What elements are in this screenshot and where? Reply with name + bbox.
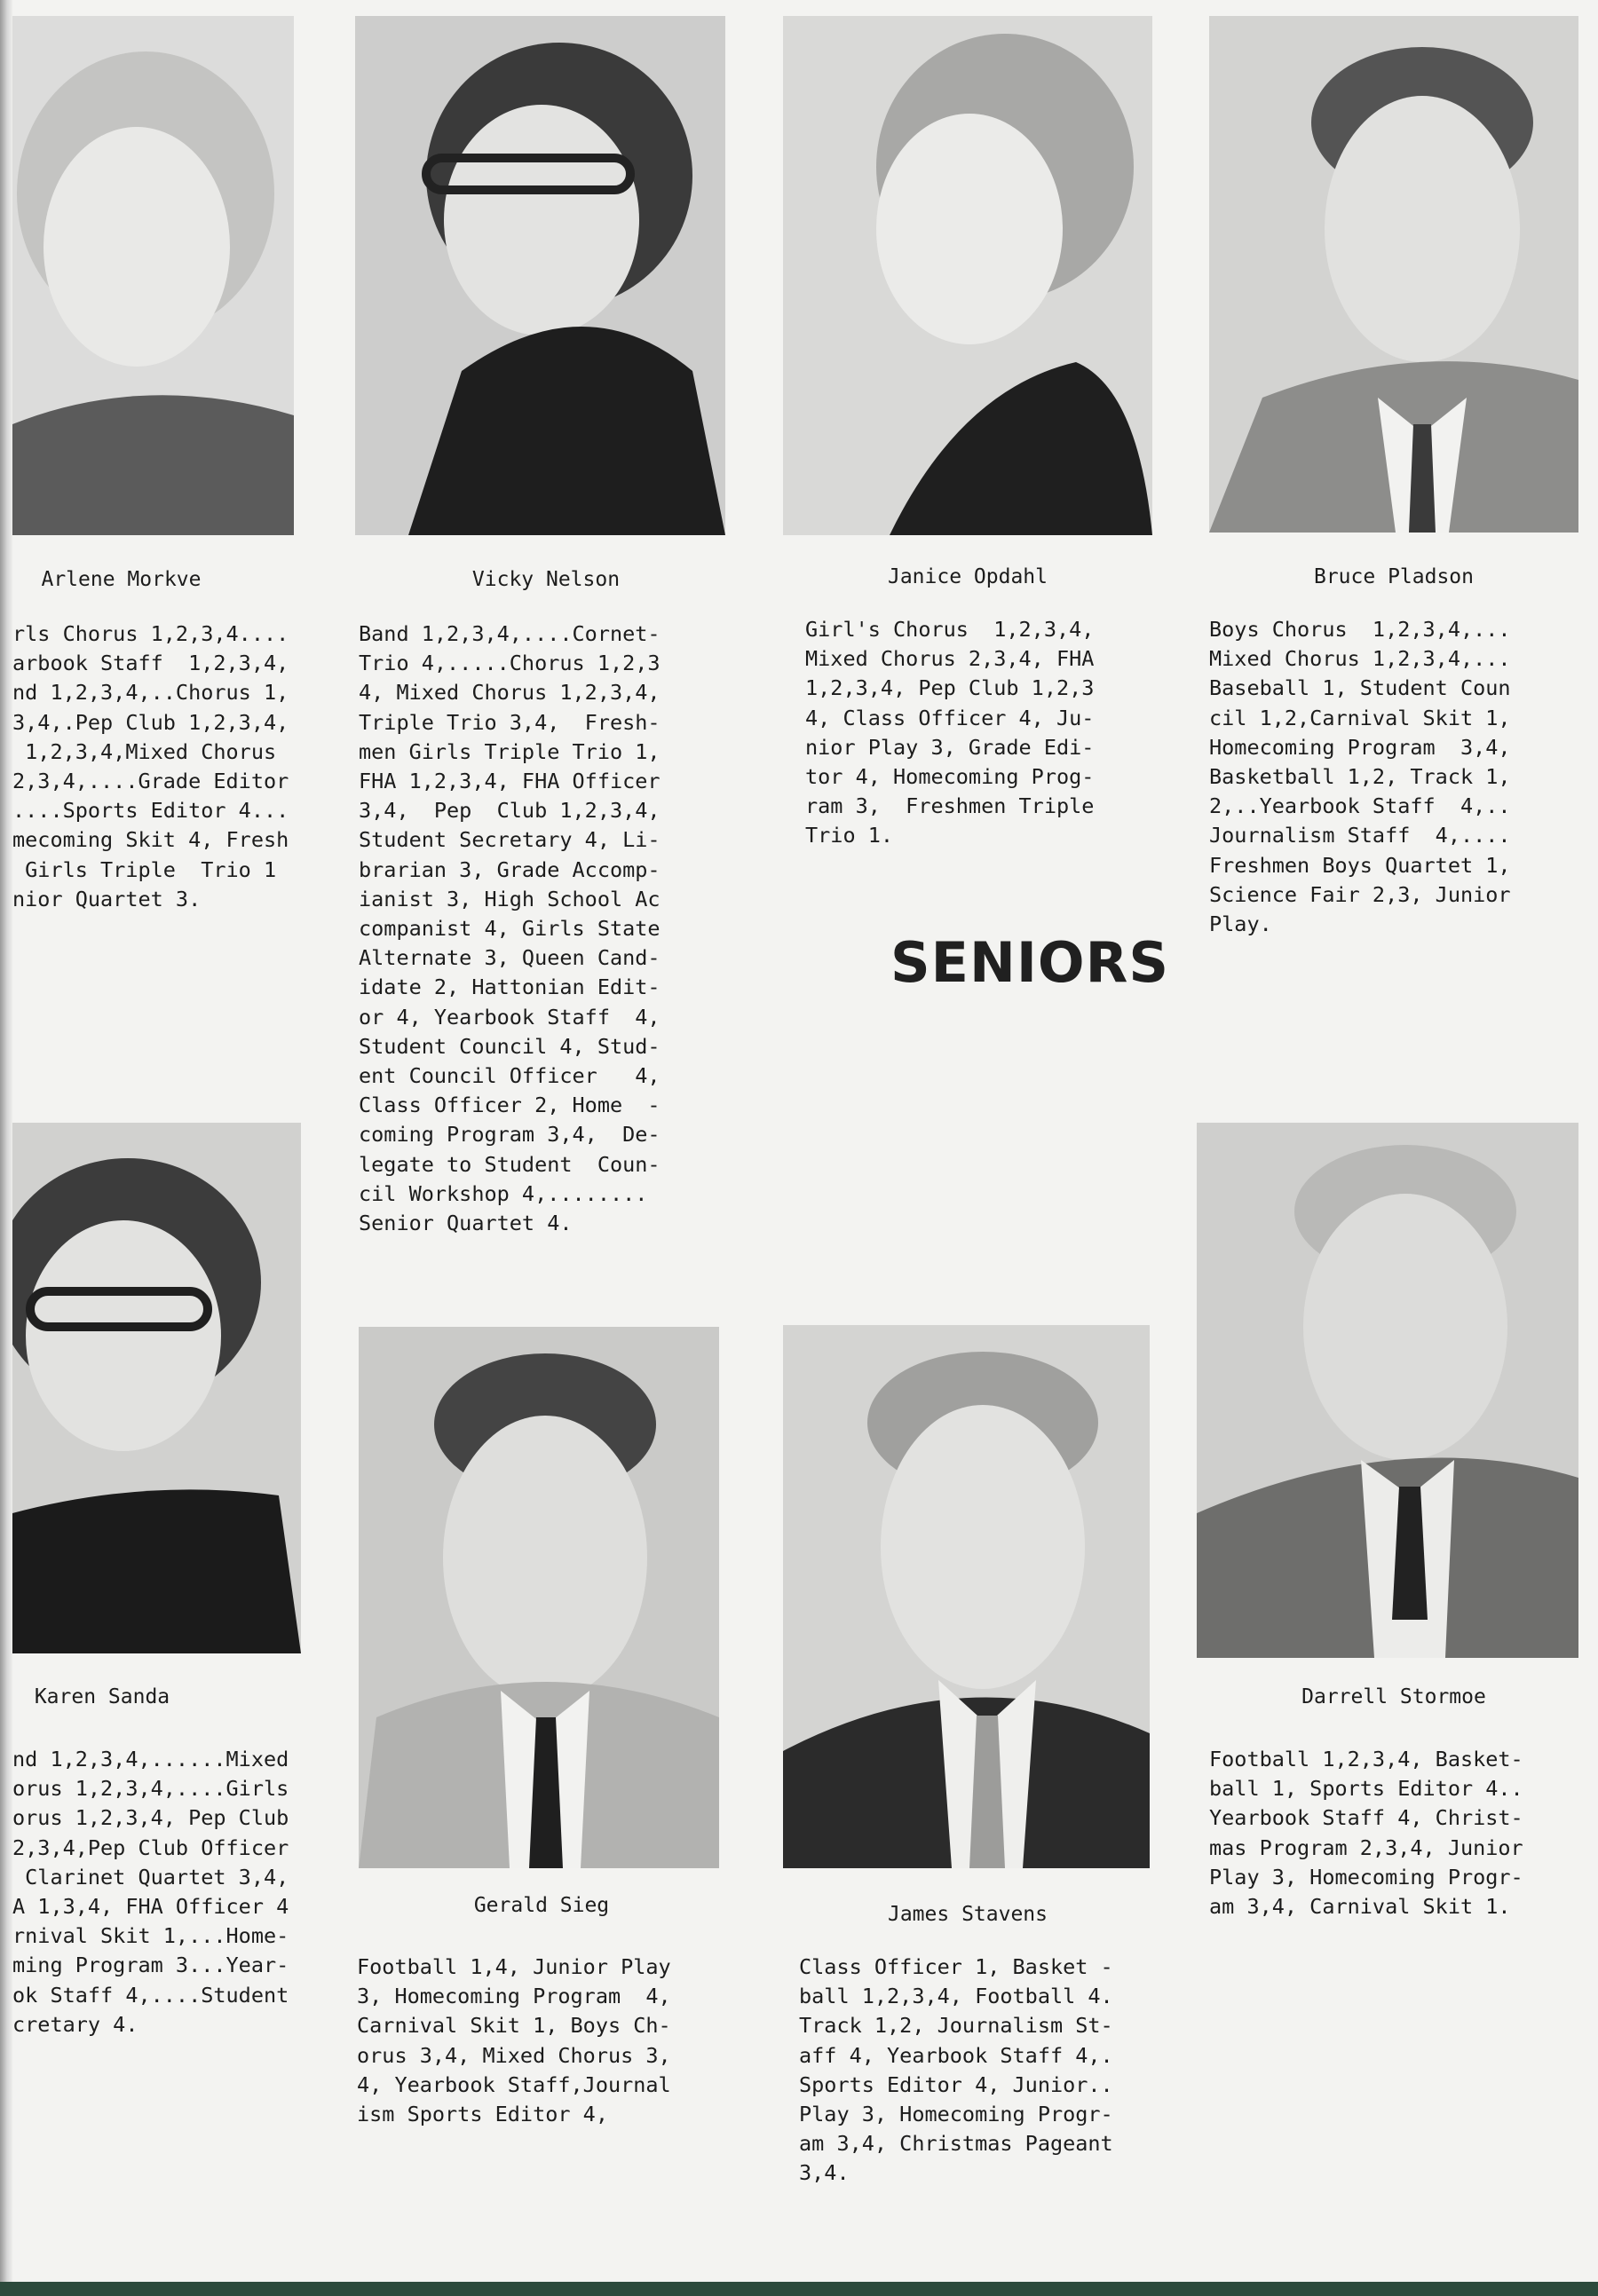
senior-activities: Football 1,4, Junior Play 3, Homecoming Program 4, Carnival Skit 1, Boys Ch- orus 3,4, Mixed Chorus 3, 4, Yearbook Staff,Journal ism Sports Editor 4, [357, 1954, 671, 2127]
senior-name: Karen Sanda [34, 1685, 170, 1708]
senior-activities: Girl's Chorus 1,2,3,4, Mixed Chorus 2,3,4, FHA 1,2,3,4, Pep Club 1,2,3 4, Class Officer 4, Ju- nior Play 3, Grade Edi- tor 4, Homecoming Prog- ram 3, Freshmen Triple Trio 1. [805, 617, 1095, 848]
senior-name: Bruce Pladson [1313, 565, 1474, 588]
page-bottom-edge [0, 2282, 1598, 2296]
senior-activities: rls Chorus 1,2,3,4.... arbook Staff 1,2,3,4, nd 1,2,3,4,..Chorus 1, 3,4,.Pep Club 1,2,3,4, 1,2,3,4,Mixed Chorus 2,3,4,....Grade Editor ....Sports Editor 4... mecoming Skit 4, Fresh Girls Triple Trio 1 nior Quartet 3. [12, 621, 289, 911]
portrait-james-stavens [783, 1325, 1150, 1868]
section-heading: SENIORS [890, 930, 1170, 995]
portrait-bruce-pladson [1209, 16, 1578, 533]
senior-name: James Stavens [887, 1903, 1048, 1926]
portrait-darrell-stormoe [1197, 1123, 1578, 1658]
senior-activities: Band 1,2,3,4,....Cornet- Trio 4,.....Chorus 1,2,3 4, Mixed Chorus 1,2,3,4, Triple Trio 3,4, Fresh- men Girls Triple Trio 1, FHA 1,2,3,4, FHA Officer 3,4, Pep Club 1,2,3,4, Student Secretary 4, Li- brarian 3, Grade Accomp- ianist 3, High School Ac companist 4, Girls State Alternate 3, Queen Cand- idate 2, Hattonian Edit- or 4, Yearbook Staff 4, Student Council 4, Stud- ent Council Officer 4, Class Officer 2, Home - coming Program 3,4, De- legate to Student Coun- cil Workshop 4,........ Senior Quartet 4. [359, 621, 661, 1236]
senior-name: Arlene Morkve [41, 568, 202, 591]
senior-activities: Football 1,2,3,4, Basket- ball 1, Sports Editor 4.. Yearbook Staff 4, Christ- mas Program 2,3,4, Junior Play 3, Homecoming Progr- am 3,4, Carnival Skit 1. [1209, 1747, 1523, 1920]
senior-activities: Class Officer 1, Basket - ball 1,2,3,4, Football 4. Track 1,2, Journalism St- aff 4, Yearbook Staff 4,. Sports Editor 4, Junior.. Play 3, Homecoming Progr- am 3,4, Christmas Pageant 3,4. [799, 1954, 1113, 2186]
senior-activities: nd 1,2,3,4,......Mixed orus 1,2,3,4,....Girls orus 1,2,3,4, Pep Club 2,3,4,Pep Club Officer Clarinet Quartet 3,4, A 1,3,4, FHA Officer 4 rnival Skit 1,...Home- ming Program 3...Year- ok Staff 4,....Student cretary 4. [12, 1747, 289, 2037]
portrait-janice-opdahl [783, 16, 1152, 535]
portrait-vicky-nelson [355, 16, 725, 535]
portrait-arlene-morkve [12, 16, 294, 535]
senior-activities: Boys Chorus 1,2,3,4,... Mixed Chorus 1,2,3,4,... Baseball 1, Student Coun cil 1,2,Carnival Skit 1, Homecoming Program 3,4, Basketball 1,2, Track 1, 2,..Yearbook Staff 4,.. Journalism Staff 4,.... Freshmen Boys Quartet 1, Science Fair 2,3, Junior Play. [1209, 617, 1511, 937]
senior-name: Vicky Nelson [471, 568, 621, 591]
senior-name: Darrell Stormoe [1301, 1685, 1486, 1708]
portrait-karen-sanda [12, 1123, 301, 1653]
senior-name: Gerald Sieg [473, 1894, 610, 1917]
page-gutter-shadow [0, 0, 12, 2296]
senior-name: Janice Opdahl [887, 565, 1048, 588]
portrait-gerald-sieg [359, 1327, 719, 1868]
